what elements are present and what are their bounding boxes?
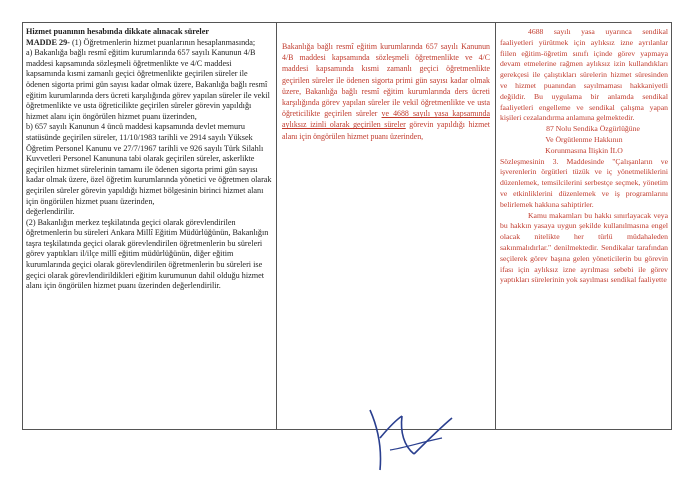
justification-paragraph-3: Kamu makamları bu hakkı sınırlayacak veya bu hakkın yasaya uygun şekilde kullanılmasına engel olacak nitelikte her türlü müdahaleden sakınmalıdırlar." denilmektedir. Sendikalar tarafından seçilerek görev başına gelen yöneticilerin bu görevin ifası için aylıksız izne ayrılması sebebi ile görev yaptıkları sürelerinin yok sayılması sendikal faaliyette [500,210,668,285]
ilo-paragraph: Sözleşmesinin 3. Maddesinde "Çalışanların ve işverenlerin örgütleri tüzük ve iç yönetmeliklerini düzenlemek, temsilcilerini serbestçe seçmek, yönetim ve etkinliklerini düzenlemek ve iş programlarını belirlemek hakkına sahiptirler. [500,156,668,209]
paragraph-2: (2) Bakanlığın merkez teşkilatında geçici olarak görevlendirilen öğretmenlerin bu süreleri Ankara Millî Eğitim Müdürlüğünün, Bakanlığın taşra teşkilatında geçici olarak görevlendirilen öğretmenlerin bu süreleri görev yaptıkları il/ilçe millî eğitim müdürlüğünün, diğer eğitim kurumlarında geçici olarak görevlendirilen öğretmenlerin bu süreleri ise geçici olarak görevlendirildikleri eğitim kurumunun dahil olduğu hizmet alanı için öngörülen hizmet puanı üzerinden değerlendirilir. [26,217,269,291]
proposed-text-before: Bakanlığa bağlı resmî eğitim kurumlarında 657 sayılı Kanunun 4/B maddesi kapsamında sözleşmeli öğretmenlikte ve 4/C maddesi kapsamında kısmi zamanlı geçici öğretmenlikte geçirilen süreler ile ödenen sigorta primi gün sayısı kadar olmak üzere, Bakanlığa bağlı resmî eğitim kurumlarında ders ücreti karşılığında görev yapılan süreler ile vekil öğretmenlikte ve usta öğreticilikte geçirilen süreler [282,42,490,119]
column-divider-1 [276,22,277,430]
proposed-text-underlined: ve 4688 sayılı yasa kapsamında aylıksız izinli olarak geçirilen süreler [282,109,490,130]
section-title: Hizmet puanının hesabında dikkate alınacak süreler [26,27,209,36]
ilo-heading-line-2: Ve Örgütlenme Hakkının [545,134,623,144]
clause-b-end: değerlendirilir. [26,207,75,217]
justification-column [500,27,668,286]
proposed-change-column [282,27,490,142]
article-intro-text: (1) Öğretmenlerin hizmet puanlarının hesaplanmasında; [69,37,256,47]
column-divider-2 [495,22,496,430]
clause-a: a) Bakanlığa bağlı resmî eğitim kurumlarında 657 sayılı Kanunun 4/B maddesi kapsamında sözleşmeli öğretmenlikte ve 4/C maddesi kapsamında kısmi zamanlı geçici öğretmenlikte geçirilen süreler ile ödenen sigorta primi gün sayısı kadar olmak üzere, Bakanlığa bağlı resmî eğitim kurumlarında ders ücreti karşılığında görev yapılan süreler ile vekil öğretmenlikte ve usta öğreticilikte geçirilen süreler görevin yapıldığı hizmet alanı için öngörülen hizmet puanı üzerinden, [26,48,270,121]
article-intro [26,38,272,49]
article-label: MADDE 29- [26,37,70,47]
handwritten-signature [330,398,490,478]
justification-paragraph-1: 4688 sayılı yasa uyarınca sendikal faaliyetleri yürütmek için aylıksız izne ayrılanlar fiilen eğitim-öğretim sınıfı içinde görev yapmaya devam etmelerine rağmen aylıksız izin kullandıkları gerekçesi ile çalıştıkları sürelerin hizmet süresinden ve hizmet puanından sayılmaması hakkaniyetli değildir. Bu uygulama bir anlamda sendikal faaliyetleri engelleme ve sendikal çalışma yapan kişileri cezalandırma anlamına gelmektedir. [500,27,668,123]
current-regulation-column [26,27,272,292]
proposed-text-after: görevin yapıldığı hizmet alanı için öngörülen hizmet puanı üzerinden, [282,120,491,141]
clause-b: b) 657 sayılı Kanunun 4 üncü maddesi kapsamında devlet memuru statüsünde geçirilen süreler, 11/10/1983 tarihli ve 2914 sayılı Yüksek Öğretim Personel Kanunu ve 27/7/1967 tarihli ve 926 sayılı Türk Silahlı Kuvvetleri Personel Kanununa tabi olarak geçirilen süreler, askerlikte geçirilen hizmet sürelerinin tamamı ile ödenen sigorta primi gün sayısı kadar olmak üzere, özel öğretim kurumlarında yönetici ve öğretmen olarak geçirilen süreler görevin yapıldığı hizmet bölgesinin birinci hizmet alanı için öngörülen hizmet puanı üzerinden, [26,122,272,206]
ilo-heading-line-3: Korunmasına İlişkin İLO [545,145,623,155]
ilo-heading-line-1: 87 Nolu Sendika Özgürlüğüne [546,124,640,134]
proposed-text [282,27,490,142]
